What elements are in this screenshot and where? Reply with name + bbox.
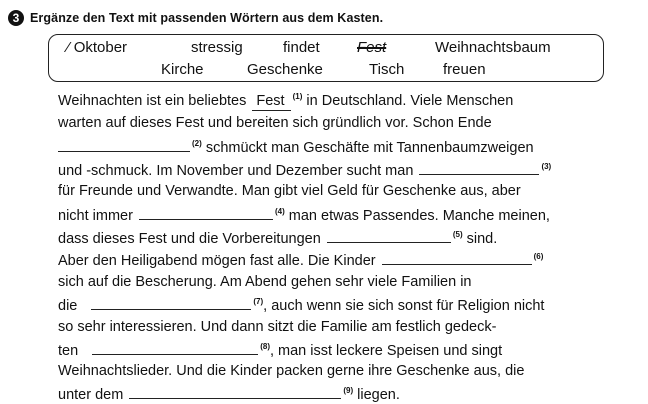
text-line-9: sich auf die Bescherung. Am Abend gehen sehr viele Familien in: [58, 274, 472, 290]
word-fest-crossed: Fest: [357, 39, 387, 56]
blank-7[interactable]: [91, 295, 251, 310]
blank-2[interactable]: [58, 137, 190, 152]
blank-marker-4: (4): [274, 207, 285, 217]
task-number-badge: 3: [8, 10, 24, 26]
text-line-13: Weihnachtslieder. Und die Kinder packen gerne ihre Geschenke aus, die: [58, 363, 525, 379]
text-line-3: $^{(2)}$ schmückt man Geschäfte mit Tannenbaumzweigen: [58, 137, 534, 157]
word-kirche: Kirche: [161, 61, 204, 78]
text-line-10: die $^{(7)}$, auch wenn sie sich sonst für Religion nicht: [58, 295, 544, 315]
word-geschenke: Geschenke: [247, 61, 323, 78]
text-line-11: so sehr interessieren. Und dann sitzt die Familie am festlich gedeck-: [58, 319, 497, 335]
blank-marker-5: (5): [452, 230, 463, 240]
blank-8[interactable]: [92, 340, 258, 355]
text-line-14: unter dem $^{(9)}$ liegen.: [58, 384, 400, 404]
word-oktober: ⁄ Oktober: [67, 39, 128, 56]
blank-marker-1: (1): [292, 92, 303, 102]
word-weihnachtsbaum: Weihnachtsbaum: [435, 39, 551, 56]
blank-marker-8: (8): [260, 342, 270, 352]
text-line-2: warten auf dieses Fest und bereiten sich gründlich vor. Schon Ende: [58, 115, 492, 131]
word-box: [48, 34, 604, 82]
text-line-12: ten $^{(8)}$, man isst leckere Speisen und singt: [58, 340, 502, 360]
text-line-8: Aber den Heiligabend mögen fast alle. Die Kinder $^{(6)}$: [58, 250, 543, 270]
text-line-1: Weihnachten ist ein beliebtes Fest $^{(1)}$ in Deutschland. Viele Menschen: [58, 92, 514, 109]
blank-4[interactable]: [139, 205, 273, 220]
task-header: [8, 10, 383, 26]
blank-marker-6: (6): [533, 252, 544, 262]
blank-1-filled: Fest: [252, 92, 290, 111]
text-line-5: für Freunde und Verwandte. Man gibt viel Geld für Geschenke aus, aber: [58, 183, 521, 199]
task-instruction: Ergänze den Text mit passenden Wörtern aus dem Kasten.: [30, 11, 384, 25]
text-line-7: dass dieses Fest und die Vorbereitungen $^{(5)}$ sind.: [58, 228, 497, 248]
blank-marker-3: (3): [541, 162, 552, 172]
text-line-4: und -schmuck. Im November und Dezember sucht man $^{(3)}$: [58, 160, 551, 180]
blank-marker-9: (9): [343, 386, 354, 396]
blank-6[interactable]: [382, 250, 532, 265]
blank-5[interactable]: [327, 228, 451, 243]
blank-marker-7: (7): [253, 297, 264, 307]
word-stressig: stressig: [191, 39, 243, 56]
word-findet: findet: [283, 39, 320, 56]
word-freuen: freuen: [443, 61, 486, 78]
blank-marker-2: (2): [192, 139, 202, 149]
text-line-6: nicht immer $^{(4)}$ man etwas Passendes. Manche meinen,: [58, 205, 550, 225]
word-tisch: Tisch: [369, 61, 405, 78]
blank-9[interactable]: [129, 384, 341, 399]
blank-3[interactable]: [419, 160, 539, 175]
